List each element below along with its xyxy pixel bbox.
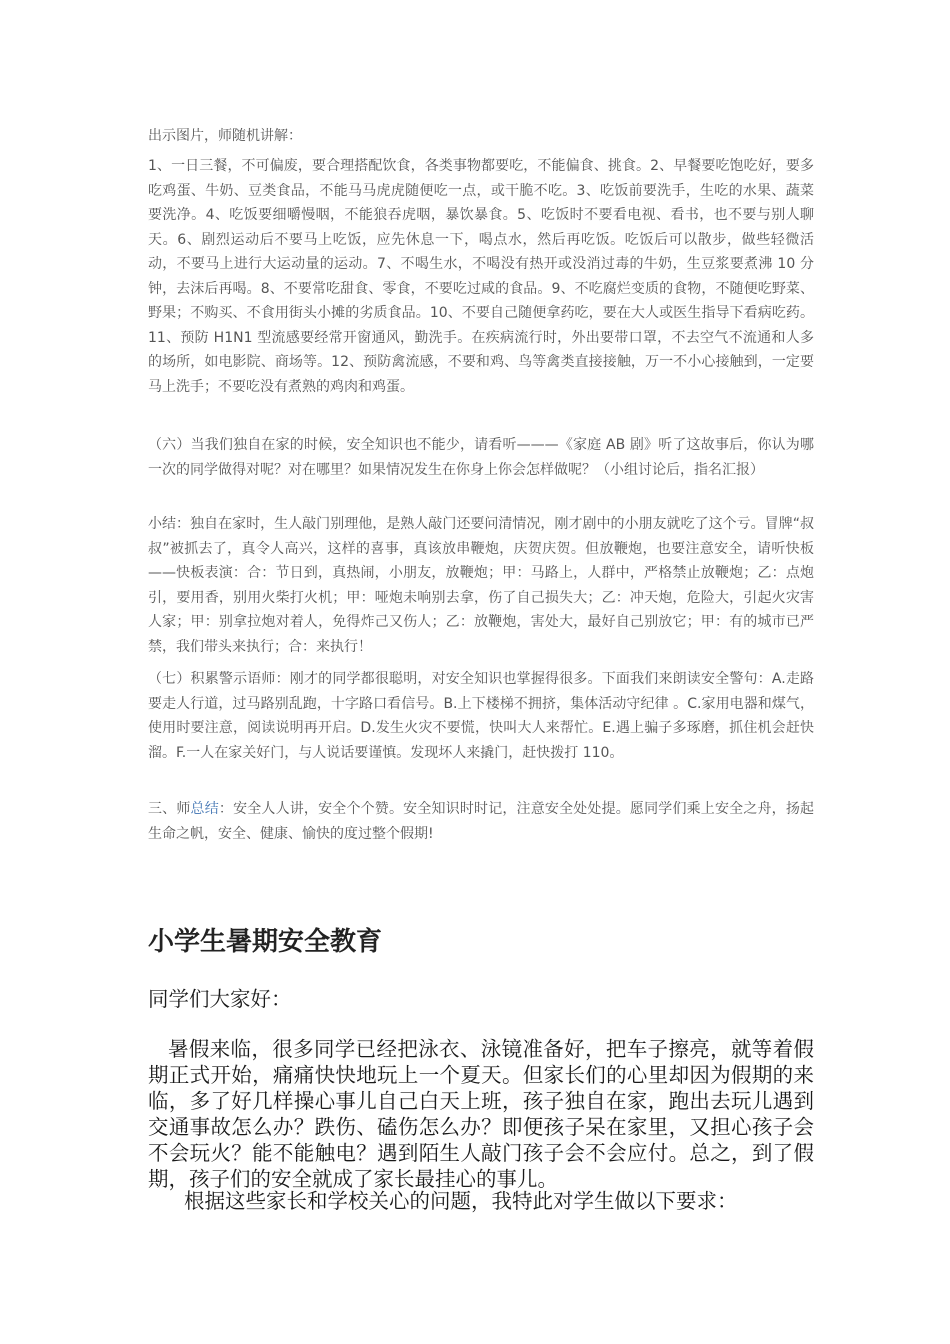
body-paragraph: 暑假来临，很多同学已经把泳衣、泳镜准备好，把车子擦亮，就等着假期正式开始，痛痛快快地玩上一个夏天。但家长们的心里却因为假期的来临，多了好几样操心事儿自己白天上班，孩子独自在家，跑出去玩儿遇到交通事故怎么办？跌伤、磕伤怎么办？即便孩子呆在家里，又担心孩子会不会玩火？能不能触电？遇到陌生人敲门孩子会不会应付。总之，到了假期，孩子们的安全就成了家长最挂心的事儿。	[148, 1037, 814, 1191]
intro-paragraph: 出示图片，师随机讲解：	[148, 128, 302, 144]
section-three-text: ：安全人人讲，安全个个赞。安全知识时时记，注意安全处处提。愿同学们乘上安全之舟，扬起生命之帆，安全、健康、愉快的度过整个假期!	[148, 801, 815, 842]
section-three-paragraph	[148, 797, 814, 846]
article-title: 小学生暑期安全教育	[148, 927, 383, 957]
summary-link[interactable]: 总结	[190, 801, 219, 817]
summary-paragraph: 小结：独自在家时，生人敲门别理他，是熟人敲门还要问清情况，刚才剧中的小朋友就吃了这个亏。冒牌“叔叔”被抓去了，真令人高兴，这样的喜事，真该放串鞭炮，庆贺庆贺。但放鞭炮，也要注意安全，请听快板——快板表演：合：节日到，真热闹，小朋友，放鞭炮；甲：马路上，人群中，严格禁止放鞭炮；乙：点炮引，要用香，别用火柴打火机；甲：哑炮未响别去拿，伤了自己损失大；乙：冲天炮，危险大，引起火灾害人家；甲：别拿拉炮对着人，免得炸己又伤人；乙：放鞭炮，害处大，最好自己别放它；甲：有的城市已严禁，我们带头来执行；合：来执行！	[148, 516, 814, 655]
document-page	[148, 0, 814, 1344]
eating-rules-paragraph: 1、一日三餐，不可偏废，要合理搭配饮食，各类事物都要吃，不能偏食、挑食。2、早餐要吃饱吃好，要多吃鸡蛋、牛奶、豆类食品，不能马马虎虎随便吃一点，或干脆不吃。3、吃饭前要洗手，生吃的水果、蔬菜要洗净。4、吃饭要细嚼慢咽，不能狼吞虎咽，暴饮暴食。5、吃饭时不要看电视、看书，也不要与别人聊天。6、剧烈运动后不要马上吃饭，应先休息一下，喝点水，然后再吃饭。吃饭后可以散步，做些轻微活动，不要马上进行大运动量的运动。7、不喝生水，不喝没有热开或没消过毒的牛奶，生豆浆要煮沸 10 分钟，去沫后再喝。8、不要常吃甜食、零食，不要吃过咸的食品。9、不吃腐烂变质的食物，不随便吃野菜、野果；不购买、不食用街头小摊的劣质食品。10、不要自己随便拿药吃，要在大人或医生指导下看病吃药。11、预防 H1N1 型流感要经常开窗通风，勤洗手。在疾病流行时，外出要带口罩，不去空气不流通和人多的场所，如电影院、商场等。12、预防禽流感，不要和鸡、鸟等禽类直接接触，万一不小心接触到，一定要马上洗手；不要吃没有煮熟的鸡肉和鸡蛋。	[148, 158, 814, 395]
greeting-paragraph: 同学们大家好：	[148, 987, 292, 1011]
section-three-prefix: 三、师	[148, 801, 191, 817]
section-seven-paragraph: （七）积累警示语师：刚才的同学都很聪明，对安全知识也掌握得很多。下面我们来朗读安全警句：A.走路要走人行道，过马路别乱跑，十字路口看信号。B.上下楼梯不拥挤，集体活动守纪律 。C.家用电器和煤气，使用时要注意，阅读说明再开启。D.发生火灾不要慌，快叫大人来帮忙。E.遇上骗子多琢磨，抓住机会赶快溜。F.一人在家关好门，与人说话要谨慎。发现坏人来撬门，赶快拨打 110。	[148, 671, 814, 761]
requirement-paragraph: 根据这些家长和学校关心的问题，我特此对学生做以下要求：	[184, 1189, 738, 1213]
section-six-paragraph: （六）当我们独自在家的时候，安全知识也不能少，请看听———《家庭 AB 剧》听了这故事后，你认为哪一次的同学做得对呢？对在哪里？如果情况发生在你身上你会怎样做呢？（小组讨论后，指名汇报）	[148, 437, 814, 478]
